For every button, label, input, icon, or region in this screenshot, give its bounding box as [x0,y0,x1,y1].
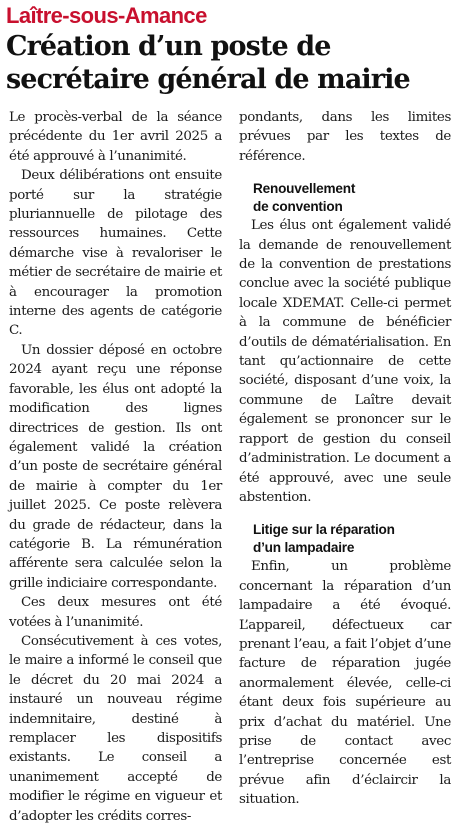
subheading-line: Renouvellement [253,181,356,197]
body-paragraph: Le procès-verbal de la séance précédente du 1er avril 2025 a été approuvé à l’unanimité. [9,110,222,164]
subheading-litige [239,521,451,557]
body-paragraph: Enfin, un problème concernant la réparation d’un lampadaire a été évoqué. L’appareil, défectueux car prenant l’eau, a fait l’objet d’une facture de réparation jugée anormalement élevée, celle-ci étant deux fois supérieure au prix d’achat du matériel. Une prise de contact avec l’entreprise concernée est prévue afin d’éclaircir la situation. [239,559,451,808]
right-column [239,108,451,810]
body-paragraph: Un dossier déposé en octobre 2024 ayant reçu une réponse favorable, les élus ont adopté la modification des lignes directrices de gestion. Ils ont également validé la création d’un poste de secrétaire général de mairie à compter du 1er juillet 2025. Ce poste relèvera du grade de rédacteur, dans la catégorie B. La rémunération afférente sera calculée selon la grille indiciaire correspondante. [9,342,222,591]
subheading-line: de convention [253,199,343,215]
body-paragraph: Ces deux mesures ont été votées à l’unanimité. [9,595,222,630]
article-headline: Création d’un poste de secrétaire général de mairie [6,31,410,95]
subheading-renouvellement [239,180,451,216]
left-column [9,108,222,826]
body-paragraph: Consécutivement à ces votes, le maire a informé le conseil que le décret du 20 mai 2024 a instauré un nouveau régime indemnitaire, destiné à remplacer les dispositifs existants. Le conseil a unanimement accepté de modifier le régime en vigueur et d’adopter les crédits corres- [9,633,222,824]
subheading-line: Litige sur la réparation [253,522,395,538]
article-kicker: Laître-sous-Amance [6,3,207,28]
body-paragraph: Les élus ont également validé la demande de renouvellement de la convention de prestations conclue avec la société publique locale XDEMAT. Celle-ci permet à la commune de bénéficier d’outils de dématérialisation. En tant qu’actionnaire de cette société, disposant d’une voix, la commune de Laître devait également se prononcer sur le rapport de gestion du conseil d’administration. Le document a été approuvé, avec une seule abstention. [239,218,451,505]
subheading-line: d’un lampadaire [253,540,355,556]
body-paragraph-continuation: pondants, dans les limites prévues par les textes de référence. [239,110,451,164]
body-paragraph: Deux délibérations ont ensuite porté sur la stratégie pluriannuelle de pilotage des ressources humaines. Cette démarche vise à revaloriser le métier de secrétaire de mairie et à encourager la promotion interne des agents de catégorie C. [9,168,222,339]
